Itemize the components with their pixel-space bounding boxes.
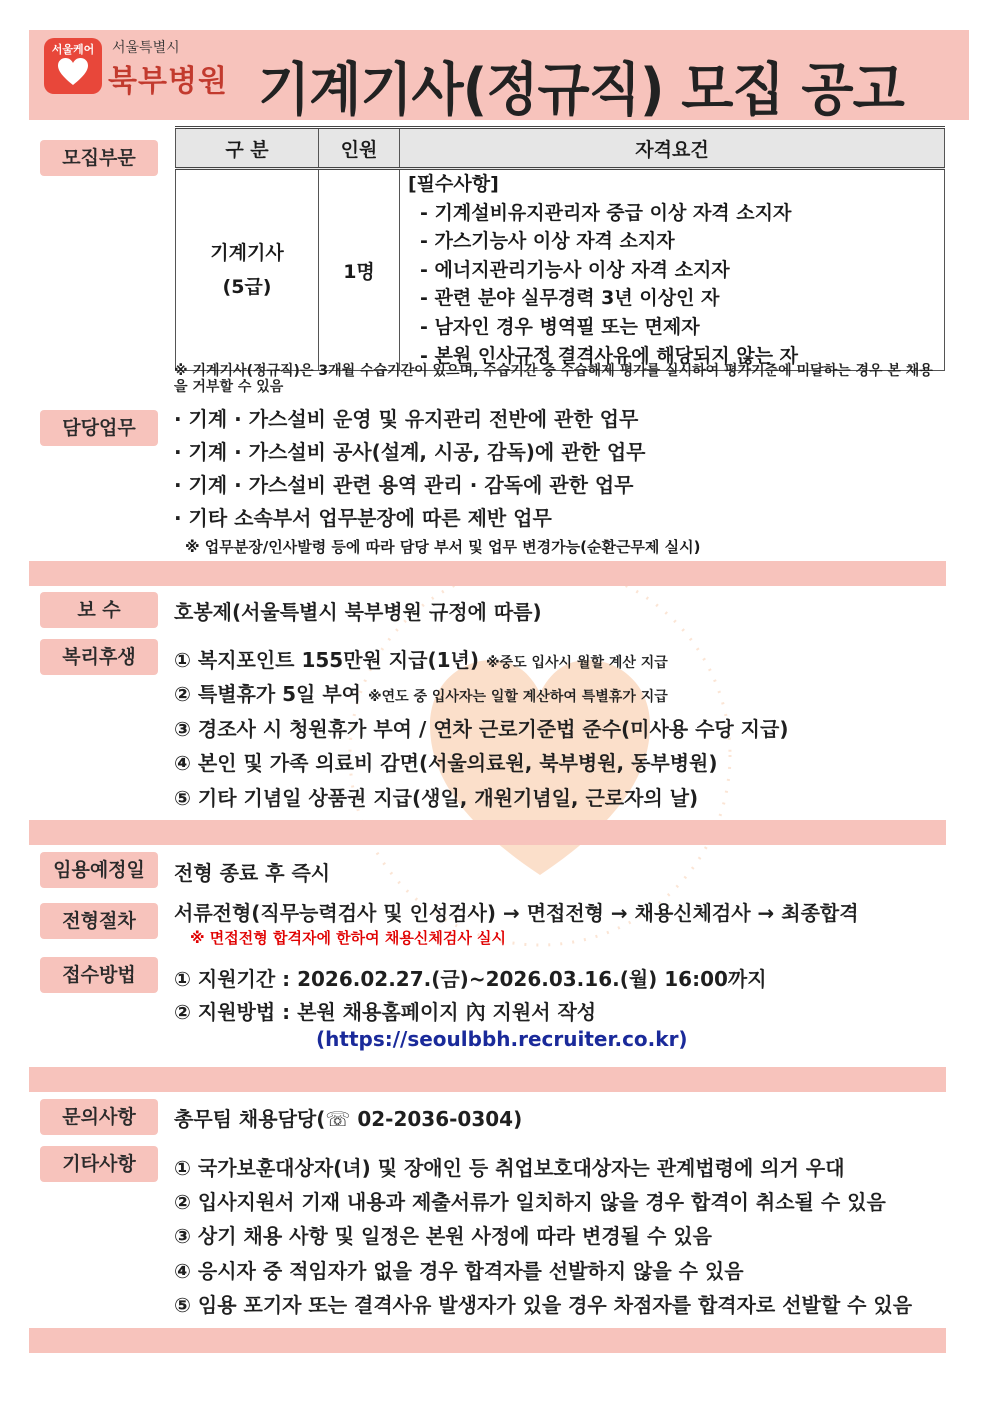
- table-row: [176, 169, 945, 371]
- etc-item: ⑤ 임용 포기자 또는 결격사유 발생자가 있을 경우 차점자를 합격자로 선발할 수 있음: [174, 1293, 913, 1317]
- req-title: [필수사항]: [408, 173, 499, 195]
- col-header-count: 인원: [319, 128, 400, 169]
- etc-item: ④ 응시자 중 적임자가 없을 경우 합격자를 선발하지 않을 수 있음: [174, 1259, 744, 1283]
- welfare-item: ④ 본인 및 가족 의료비 감면(서울의료원, 북부병원, 동부병원): [174, 751, 718, 775]
- watermark-text: 서울케어: [458, 601, 622, 650]
- col-header-requirements: 자격요건: [400, 128, 945, 169]
- label-recruit: 모집부문: [40, 140, 158, 176]
- etc-item: ③ 상기 채용 사항 및 일정은 본원 사정에 따라 변경될 수 있음: [174, 1224, 712, 1248]
- duty-item: · 기계 · 가스설비 관련 용역 관리 · 감독에 관한 업무: [174, 473, 634, 497]
- section-divider: [29, 561, 946, 586]
- table-header-row: [176, 128, 945, 169]
- logo-text: 서울케어: [51, 43, 95, 56]
- req-item: - 에너지관리기능사 이상 자격 소지자: [420, 258, 730, 281]
- apply-url-link[interactable]: (https://seoulbbh.recruiter.co.kr): [316, 1027, 688, 1051]
- label-contact: 문의사항: [40, 1099, 158, 1135]
- col-header-category: 구 분: [176, 128, 319, 169]
- section-divider: [29, 820, 946, 845]
- org-name: 북부병원: [108, 64, 228, 99]
- apply-period: ① 지원기간 : 2026.02.27.(금)~2026.03.16.(월) 16:00까지: [174, 967, 767, 991]
- process-note: ※ 면접전형 합격자에 한하여 채용신체검사 실시: [190, 929, 507, 947]
- contact-text: 총무팀 채용담당(☏ 02-2036-0304): [174, 1107, 523, 1131]
- category-grade: (5급): [222, 276, 272, 299]
- process-text: 서류전형(직무능력검사 및 인성검사) → 면접전형 → 채용신체검사 → 최종합격: [174, 901, 859, 925]
- label-start-date: 임용예정일: [40, 852, 158, 888]
- welfare-item: ⑤ 기타 기념일 상품권 지급(생일, 개원기념일, 근로자의 날): [174, 786, 699, 810]
- label-apply: 접수방법: [40, 957, 158, 993]
- pay-text: 호봉제(서울특별시 북부병원 규정에 따름): [174, 600, 542, 624]
- duty-item: · 기타 소속부서 업무분장에 따른 제반 업무: [174, 506, 552, 530]
- count-cell: 1명: [319, 169, 400, 371]
- label-etc: 기타사항: [40, 1146, 158, 1182]
- req-item: - 남자인 경우 병역필 또는 면제자: [420, 315, 700, 338]
- label-process: 전형절차: [40, 903, 158, 939]
- page-title: 기계기사(정규직) 모집 공고: [258, 56, 904, 123]
- welfare-item: ② 특별휴가 5일 부여 ※연도 중 입사자는 일할 계산하여 특별휴가 지급: [174, 682, 668, 706]
- label-duties: 담당업무: [40, 410, 158, 446]
- hospital-logo: [44, 38, 102, 94]
- probation-note: ※ 기계기사(정규직)은 3개월 수습기간이 있으며, 수습기간 중 수습해제 평가를 실시하여 평가기준에 미달하는 경우 본 채용을 거부할 수 있음: [174, 363, 933, 395]
- label-pay: 보 수: [40, 592, 158, 628]
- req-item: - 관련 분야 실무경력 3년 이상인 자: [420, 287, 720, 310]
- start-date-text: 전형 종료 후 즉시: [174, 861, 331, 885]
- requirements-cell: [400, 169, 945, 371]
- duty-item: · 기계 · 가스설비 공사(설계, 시공, 감독)에 관한 업무: [174, 440, 646, 464]
- section-divider: [29, 1067, 946, 1092]
- req-item: - 본원 인사규정 결격사유에 해당되지 않는 자: [420, 344, 798, 367]
- category-cell: [176, 169, 319, 371]
- apply-method: ② 지원방법 : 본원 채용홈페이지 內 지원서 작성: [174, 1000, 597, 1024]
- org-subtitle: 서울특별시: [112, 40, 180, 56]
- requirements-table: [175, 126, 945, 371]
- category-name: 기계기사: [210, 242, 284, 265]
- welfare-item: ③ 경조사 시 청원휴가 부여 / 연차 근로기준법 준수(미사용 수당 지급): [174, 717, 789, 741]
- req-item: - 기계설비유지관리자 중급 이상 자격 소지자: [420, 201, 792, 224]
- req-item: - 가스기능사 이상 자격 소지자: [420, 230, 675, 253]
- section-divider: [29, 1328, 946, 1353]
- duties-note: ※ 업무분장/인사발령 등에 따라 담당 부서 및 업무 변경가능(순환근무제 실시): [185, 538, 701, 556]
- heart-icon: [57, 56, 89, 88]
- label-welfare: 복리후생: [40, 639, 158, 675]
- etc-item: ② 입사지원서 기재 내용과 제출서류가 일치하지 않을 경우 합격이 취소될 수 있음: [174, 1190, 886, 1214]
- etc-item: ① 국가보훈대상자(녀) 및 장애인 등 취업보호대상자는 관계법령에 의거 우대: [174, 1156, 845, 1180]
- welfare-item: ① 복지포인트 155만원 지급(1년) ※중도 입사시 월할 계산 지급: [174, 648, 668, 672]
- duty-item: · 기계 · 가스설비 운영 및 유지관리 전반에 관한 업무: [174, 407, 639, 431]
